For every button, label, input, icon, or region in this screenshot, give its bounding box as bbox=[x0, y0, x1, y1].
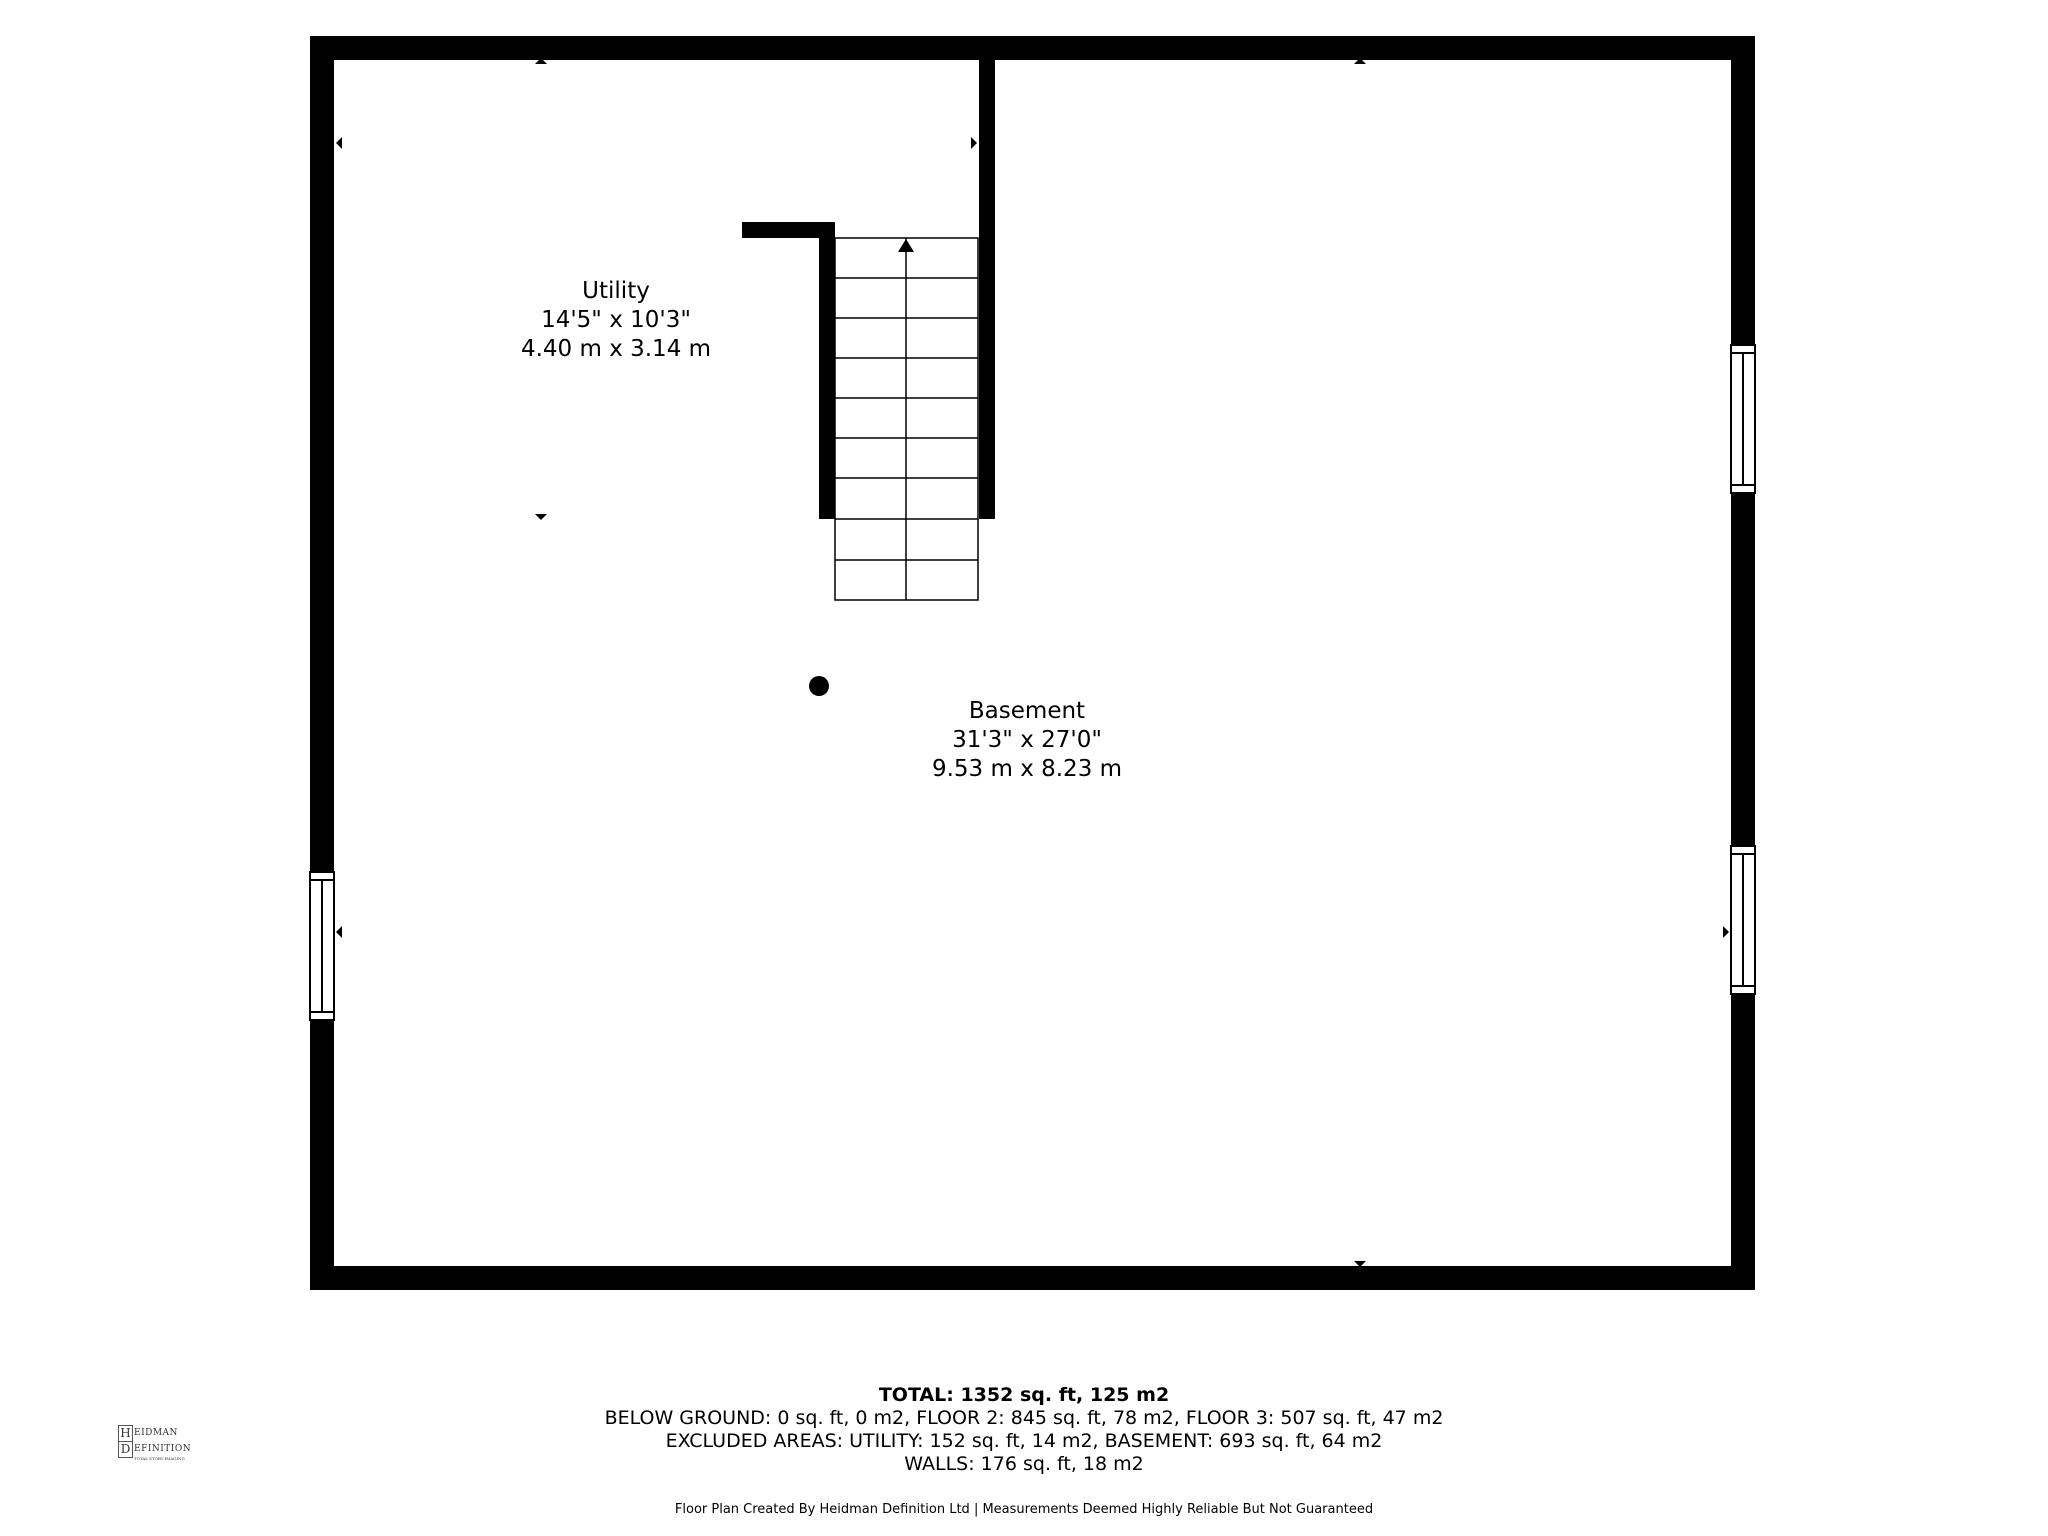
logo-tagline: TOTAL STORY IMAGING bbox=[134, 1456, 185, 1461]
marker-arrow-icon bbox=[971, 137, 977, 149]
room-dimensions-imperial: 14'5" x 10'3" bbox=[541, 307, 691, 333]
logo-word-1: EIDMAN bbox=[134, 1428, 178, 1438]
dimension-markers bbox=[336, 58, 1729, 1267]
area-summary bbox=[0, 1384, 2048, 1476]
wall-stair-left bbox=[819, 222, 835, 519]
logo-word-2: EFINITION bbox=[134, 1444, 192, 1454]
marker-arrow-icon bbox=[535, 514, 547, 520]
room-label-basement bbox=[932, 697, 1122, 784]
wall-left bbox=[310, 36, 334, 1290]
staircase bbox=[835, 238, 978, 600]
wall-right bbox=[1731, 36, 1755, 1290]
window-right-upper bbox=[1731, 345, 1755, 493]
room-dimensions-metric: 9.53 m x 8.23 m bbox=[931, 756, 1123, 782]
excluded-areas: EXCLUDED AREAS: UTILITY: 152 sq. ft, 14 m2, BASEMENT: 693 sq. ft, 64 m2 bbox=[665, 1430, 1383, 1452]
wall-top bbox=[310, 36, 1755, 60]
stair-up-arrow-icon bbox=[898, 239, 914, 252]
company-logo bbox=[118, 1425, 196, 1461]
marker-arrow-icon bbox=[1723, 926, 1729, 938]
room-dimensions-imperial: 31'3" x 27'0" bbox=[952, 727, 1102, 753]
room-label-utility bbox=[521, 277, 711, 364]
window-right-lower bbox=[1731, 846, 1755, 994]
room-name: Utility bbox=[582, 278, 650, 304]
window-left bbox=[310, 872, 334, 1020]
room-dimensions-metric: 4.40 m x 3.14 m bbox=[520, 336, 712, 362]
wall-bottom bbox=[310, 1266, 1755, 1290]
floor-areas: BELOW GROUND: 0 sq. ft, 0 m2, FLOOR 2: 845 sq. ft, 78 m2, FLOOR 3: 507 sq. ft, 47 m2 bbox=[604, 1407, 1444, 1429]
total-area: TOTAL: 1352 sq. ft, 125 m2 bbox=[878, 1384, 1170, 1406]
marker-arrow-icon bbox=[336, 926, 342, 938]
logo-letter-h: H bbox=[118, 1425, 133, 1442]
credit-line: Floor Plan Created By Heidman Definition Ltd | Measurements Deemed Highly Reliable But Not Guaranteed bbox=[674, 1502, 1374, 1517]
support-post bbox=[809, 676, 829, 696]
walls-area: WALLS: 176 sq. ft, 18 m2 bbox=[904, 1453, 1144, 1475]
marker-arrow-icon bbox=[336, 137, 342, 149]
wall-utility-divider bbox=[979, 56, 995, 519]
logo-letter-d: D bbox=[118, 1441, 133, 1458]
room-name: Basement bbox=[968, 698, 1086, 724]
wall-stair-top bbox=[742, 222, 835, 238]
